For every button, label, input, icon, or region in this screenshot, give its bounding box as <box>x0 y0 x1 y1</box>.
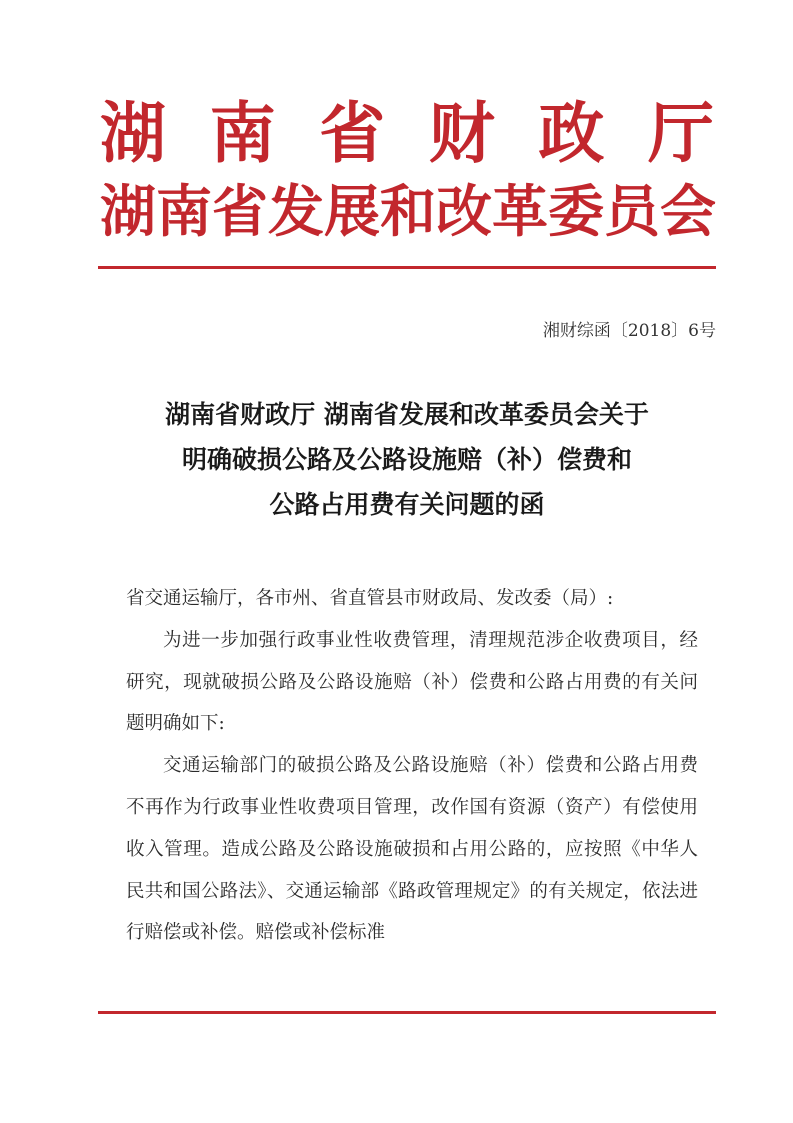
issuing-org-ndrc: 湖南省发展和改革委员会 <box>100 179 716 245</box>
issuing-org-finance: 湖南省财政厅 <box>100 94 716 172</box>
addressee: 省交通运输厅，各市州、省直管县市财政局、发改委（局）: <box>126 588 614 609</box>
document-title <box>98 392 716 527</box>
paragraph-1: 为进一步加强行政事业性收费管理，清理规范涉企收费项目，经研究，现就破损公路及公路设施赔（补）偿费和公路占用费的有关问题明确如下: <box>126 629 698 735</box>
paragraph-2: 交通运输部门的破损公路及公路设施赔（补）偿费和公路占用费不再作为行政事业性收费项目管理，改作国有资源（资产）有偿使用收入管理。造成公路及公路设施破损和占用公路的，应按照《中华人民共和国公路法》、交通运输部《路政管理规定》的有关规定，依法进行赔偿或补偿。赔偿或补偿标准 <box>126 755 698 944</box>
red-header-rule <box>98 266 716 269</box>
title-line-3: 公路占用费有关问题的函 <box>269 490 545 519</box>
document-body <box>126 578 698 954</box>
title-line-2: 明确破损公路及公路设施赔（补）偿费和 <box>181 445 632 474</box>
title-line-1: 湖南省财政厅 湖南省发展和改革委员会关于 <box>165 400 649 429</box>
red-footer-rule <box>98 1011 716 1014</box>
document-number: 湘财综函〔2018〕6号 <box>542 321 716 341</box>
